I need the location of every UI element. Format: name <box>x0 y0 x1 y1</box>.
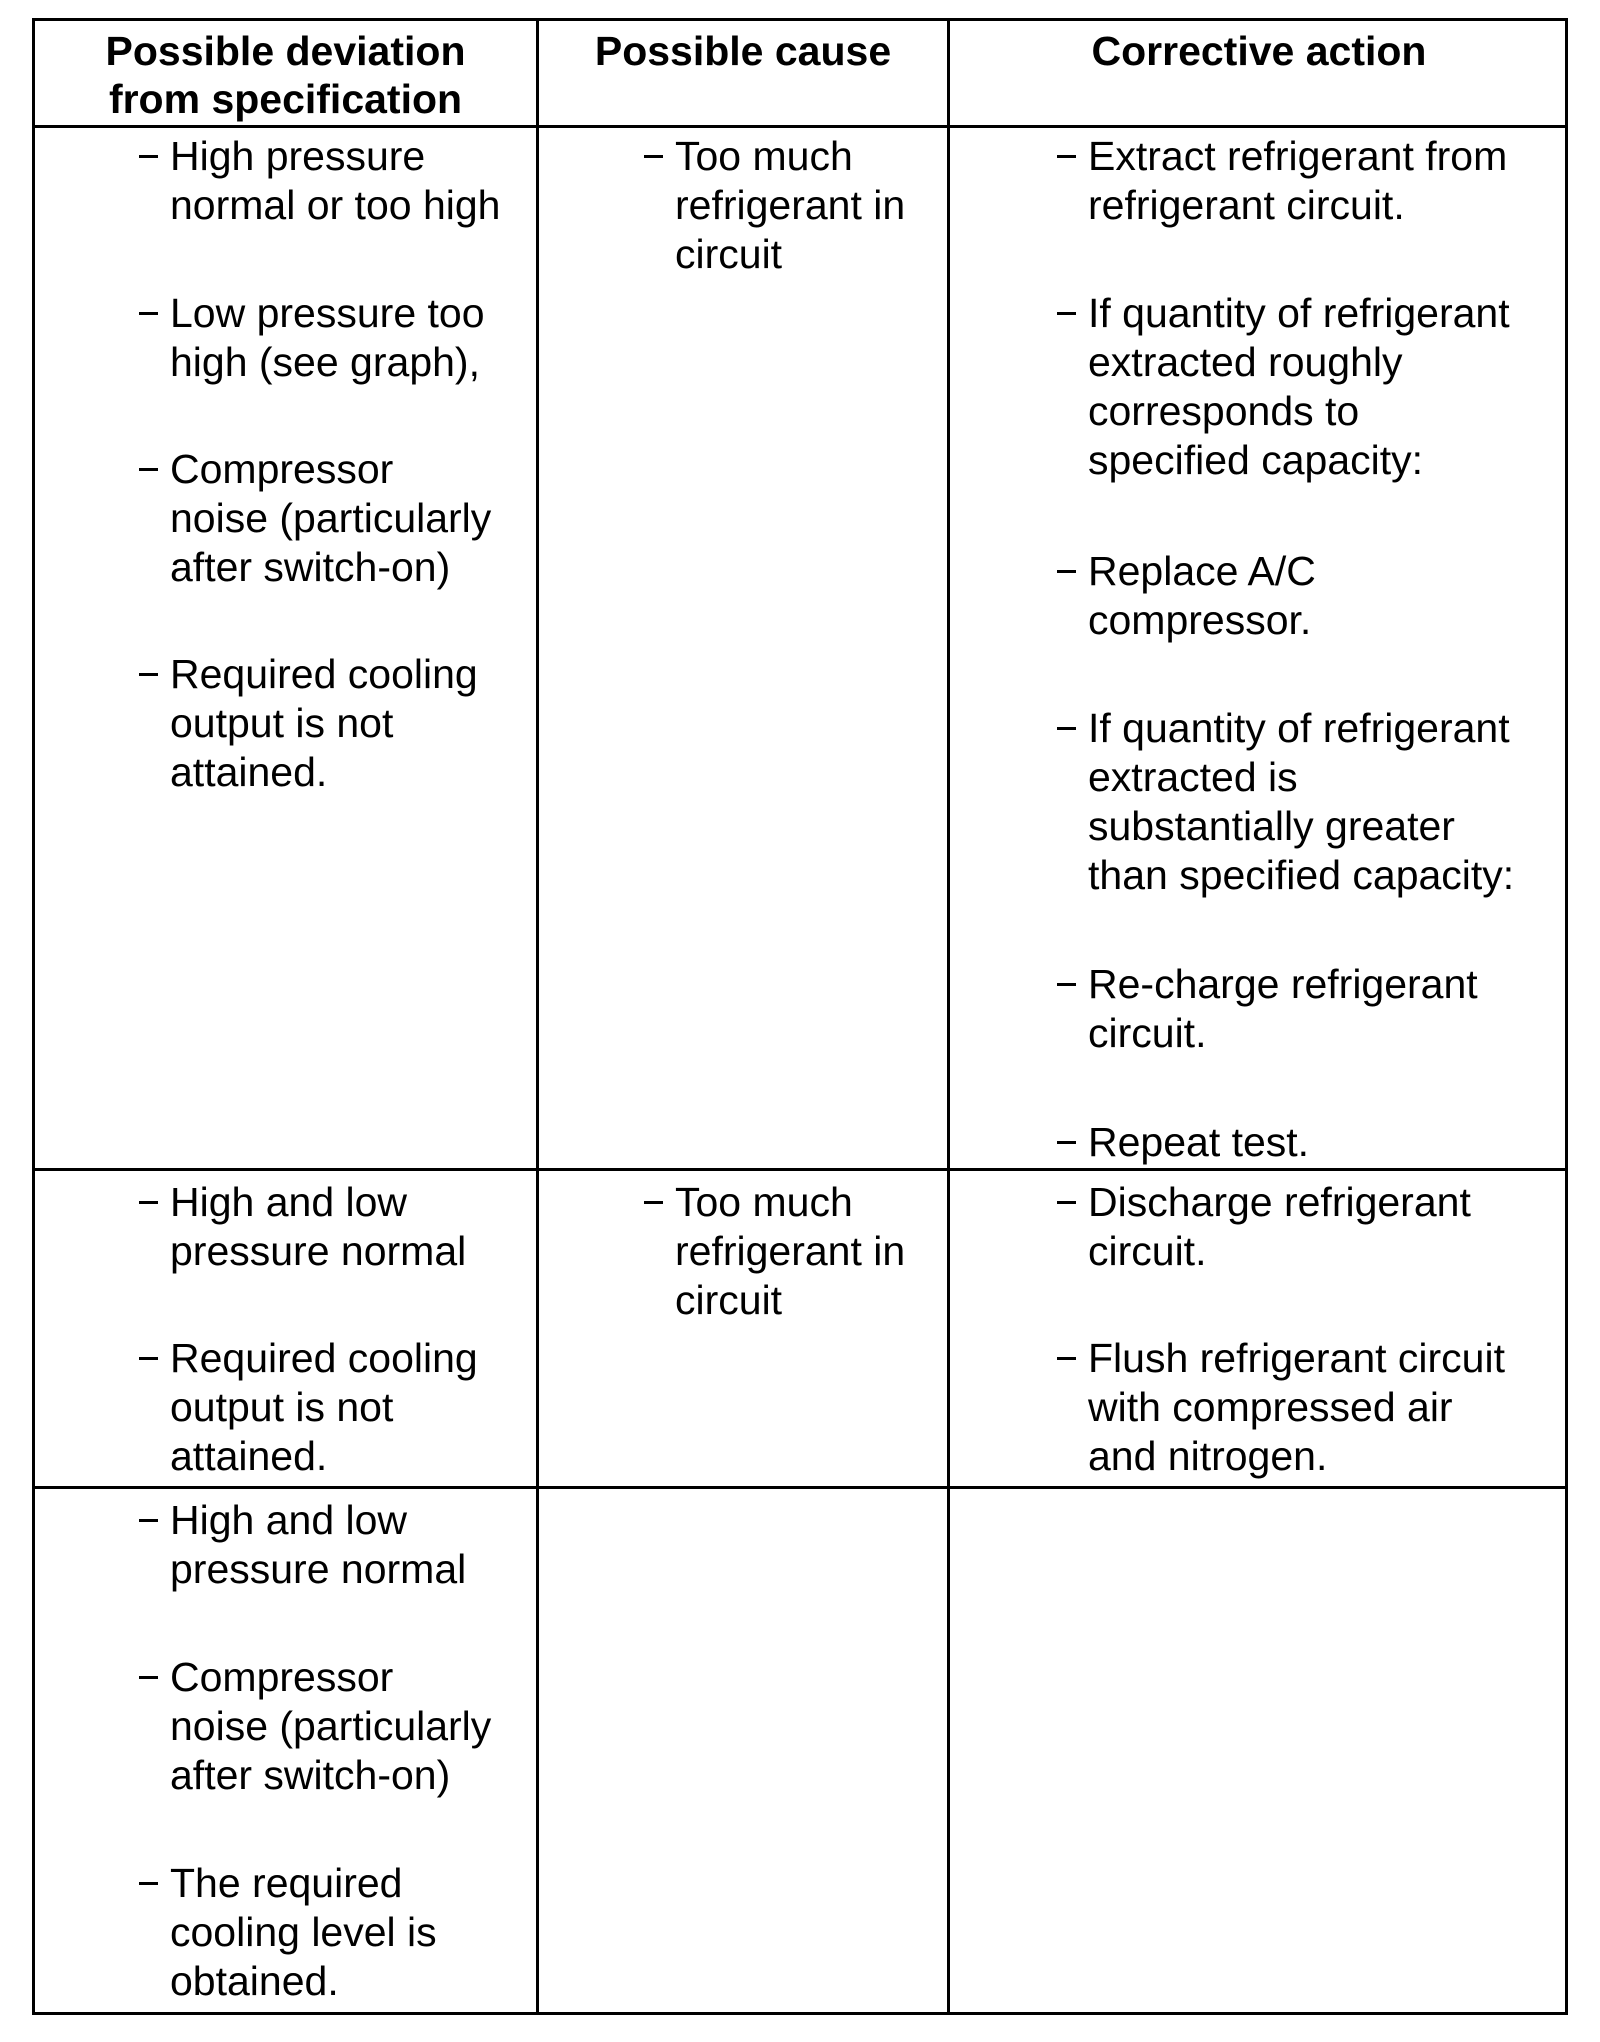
dash-bullet <box>139 1882 158 1885</box>
list-item: Discharge refrigerant circuit. <box>1057 1178 1471 1276</box>
list-item: High and low pressure normal <box>139 1496 466 1594</box>
list-item: If quantity of refrigerant extracted roughly corresponds to specified capacity: <box>1057 289 1510 485</box>
dash-bullet <box>139 1357 158 1360</box>
dash-bullet <box>139 1201 158 1204</box>
list-item: Replace A/C compressor. <box>1057 547 1316 645</box>
dash-bullet <box>139 1519 158 1522</box>
list-item: Too much refrigerant in circuit <box>644 132 905 279</box>
dash-bullet <box>139 312 158 315</box>
header-divider <box>35 125 1565 128</box>
dash-bullet <box>1057 570 1076 573</box>
dash-bullet <box>139 1676 158 1679</box>
dash-bullet <box>1057 155 1076 158</box>
dash-bullet <box>139 673 158 676</box>
dash-bullet <box>1057 727 1076 730</box>
list-item: Required cooling output is not attained. <box>139 650 478 797</box>
list-item: Re-charge refrigerant circuit. <box>1057 960 1478 1058</box>
header-action: Corrective action <box>1091 28 1427 74</box>
list-item: Extract refrigerant from refrigerant circuit. <box>1057 132 1507 230</box>
dash-bullet <box>1057 312 1076 315</box>
list-item: High pressure normal or too high <box>139 132 500 230</box>
list-item: Low pressure too high (see graph), <box>139 289 485 387</box>
column-divider <box>536 21 539 2012</box>
dash-bullet <box>1057 1201 1076 1204</box>
dash-bullet <box>1057 983 1076 986</box>
dash-bullet <box>1057 1357 1076 1360</box>
dash-bullet <box>139 468 158 471</box>
header-cause: Possible cause <box>594 28 892 74</box>
list-item: Required cooling output is not attained. <box>139 1334 478 1481</box>
dash-bullet <box>139 155 158 158</box>
row-divider <box>35 1486 1565 1489</box>
header-deviation: Possible deviation from specification <box>105 28 466 122</box>
dash-bullet <box>644 155 663 158</box>
dash-bullet <box>1057 1141 1076 1144</box>
list-item: Repeat test. <box>1057 1118 1309 1167</box>
list-item: If quantity of refrigerant extracted is substantially greater than specified capacity: <box>1057 704 1514 900</box>
list-item: Flush refrigerant circuit with compressed air and nitrogen. <box>1057 1334 1505 1481</box>
dash-bullet <box>644 1201 663 1204</box>
list-item: High and low pressure normal <box>139 1178 466 1276</box>
list-item: The required cooling level is obtained. <box>139 1859 437 2006</box>
column-divider <box>947 21 950 2012</box>
list-item: Compressor noise (particularly after switch-on) <box>139 1653 491 1800</box>
row-divider <box>35 1168 1565 1171</box>
deviation-table <box>32 18 1568 2015</box>
list-item: Compressor noise (particularly after switch-on) <box>139 445 491 592</box>
list-item: Too much refrigerant in circuit <box>644 1178 905 1325</box>
